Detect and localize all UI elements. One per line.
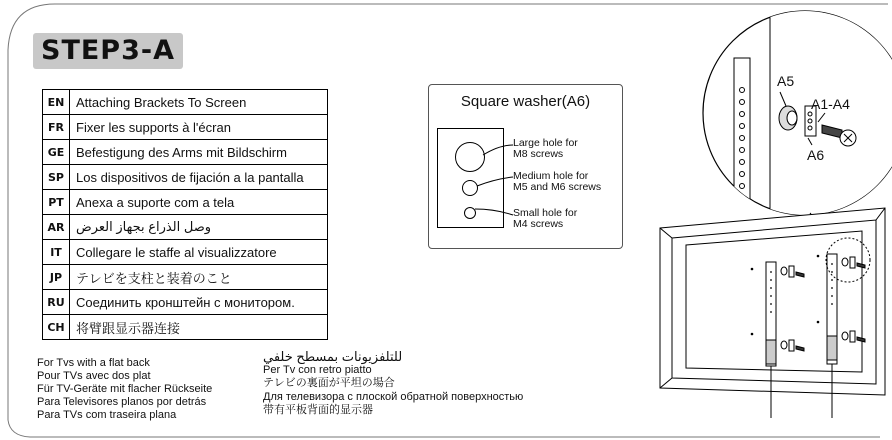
language-instruction: Attaching Brackets To Screen <box>70 90 328 115</box>
step-title: STEP3-A <box>33 33 183 69</box>
language-code: JP <box>43 265 70 290</box>
label-a1-a4: A1-A4 <box>811 96 850 112</box>
flat-back-note: Pour TVs avec dos plat <box>37 370 151 382</box>
language-instruction: Соединить кронштейн с монитором. <box>70 290 328 315</box>
flat-back-note-ar: للتلفزيونات بمسطح خلفي <box>263 349 403 364</box>
flat-back-note: 带有平板背面的显示器 <box>263 404 373 416</box>
language-code: EN <box>43 90 70 115</box>
medium-hole-label: Medium hole for M5 and M6 screws <box>513 170 602 193</box>
language-instruction: Los dispositivos de fijación a la pantalla <box>70 165 328 190</box>
flat-back-note: Para Televisores planos por detrás <box>37 396 207 408</box>
label-a6: A6 <box>807 147 825 163</box>
flat-back-note: Para TVs com traseira plana <box>37 409 177 421</box>
language-instruction: Fixer les supports à l'écran <box>70 115 328 140</box>
language-instruction: Befestigung des Arms mit Bildschirm <box>70 140 328 165</box>
language-code: PT <box>43 190 70 215</box>
language-code: IT <box>43 240 70 265</box>
label-a5: A5 <box>777 73 795 89</box>
tv-back-drawing <box>660 208 885 418</box>
language-code: AR <box>43 215 70 240</box>
language-instruction: Anexa a suporte com a tela <box>70 190 328 215</box>
flat-back-note: Per Tv con retro piatto <box>263 363 372 376</box>
flat-back-note: Für TV-Geräte mit flacher Rückseite <box>37 383 213 395</box>
language-code: GE <box>43 140 70 165</box>
flat-back-note: テレビの裏面が平坦の場合 <box>263 377 395 389</box>
large-hole-label: Large hole for M8 screws <box>513 137 578 160</box>
language-code: CH <box>43 315 70 340</box>
language-instruction: テレビを支柱と装着のこと <box>70 265 328 290</box>
small-hole-label: Small hole for M4 screws <box>513 207 578 230</box>
language-code: FR <box>43 115 70 140</box>
language-instruction: 将臂跟显示器连接 <box>70 315 328 340</box>
language-code: RU <box>43 290 70 315</box>
language-instruction: وصل الذراع بجهاز العرض <box>70 215 328 240</box>
flat-back-note: Для телевизора с плоской обратной поверхностью <box>263 390 524 403</box>
washer-title: Square washer(A6) <box>460 93 591 110</box>
flat-back-note: For Tvs with a flat back <box>37 357 150 369</box>
language-instruction: Collegare le staffe al visualizzatore <box>70 240 328 265</box>
language-code: SP <box>43 165 70 190</box>
